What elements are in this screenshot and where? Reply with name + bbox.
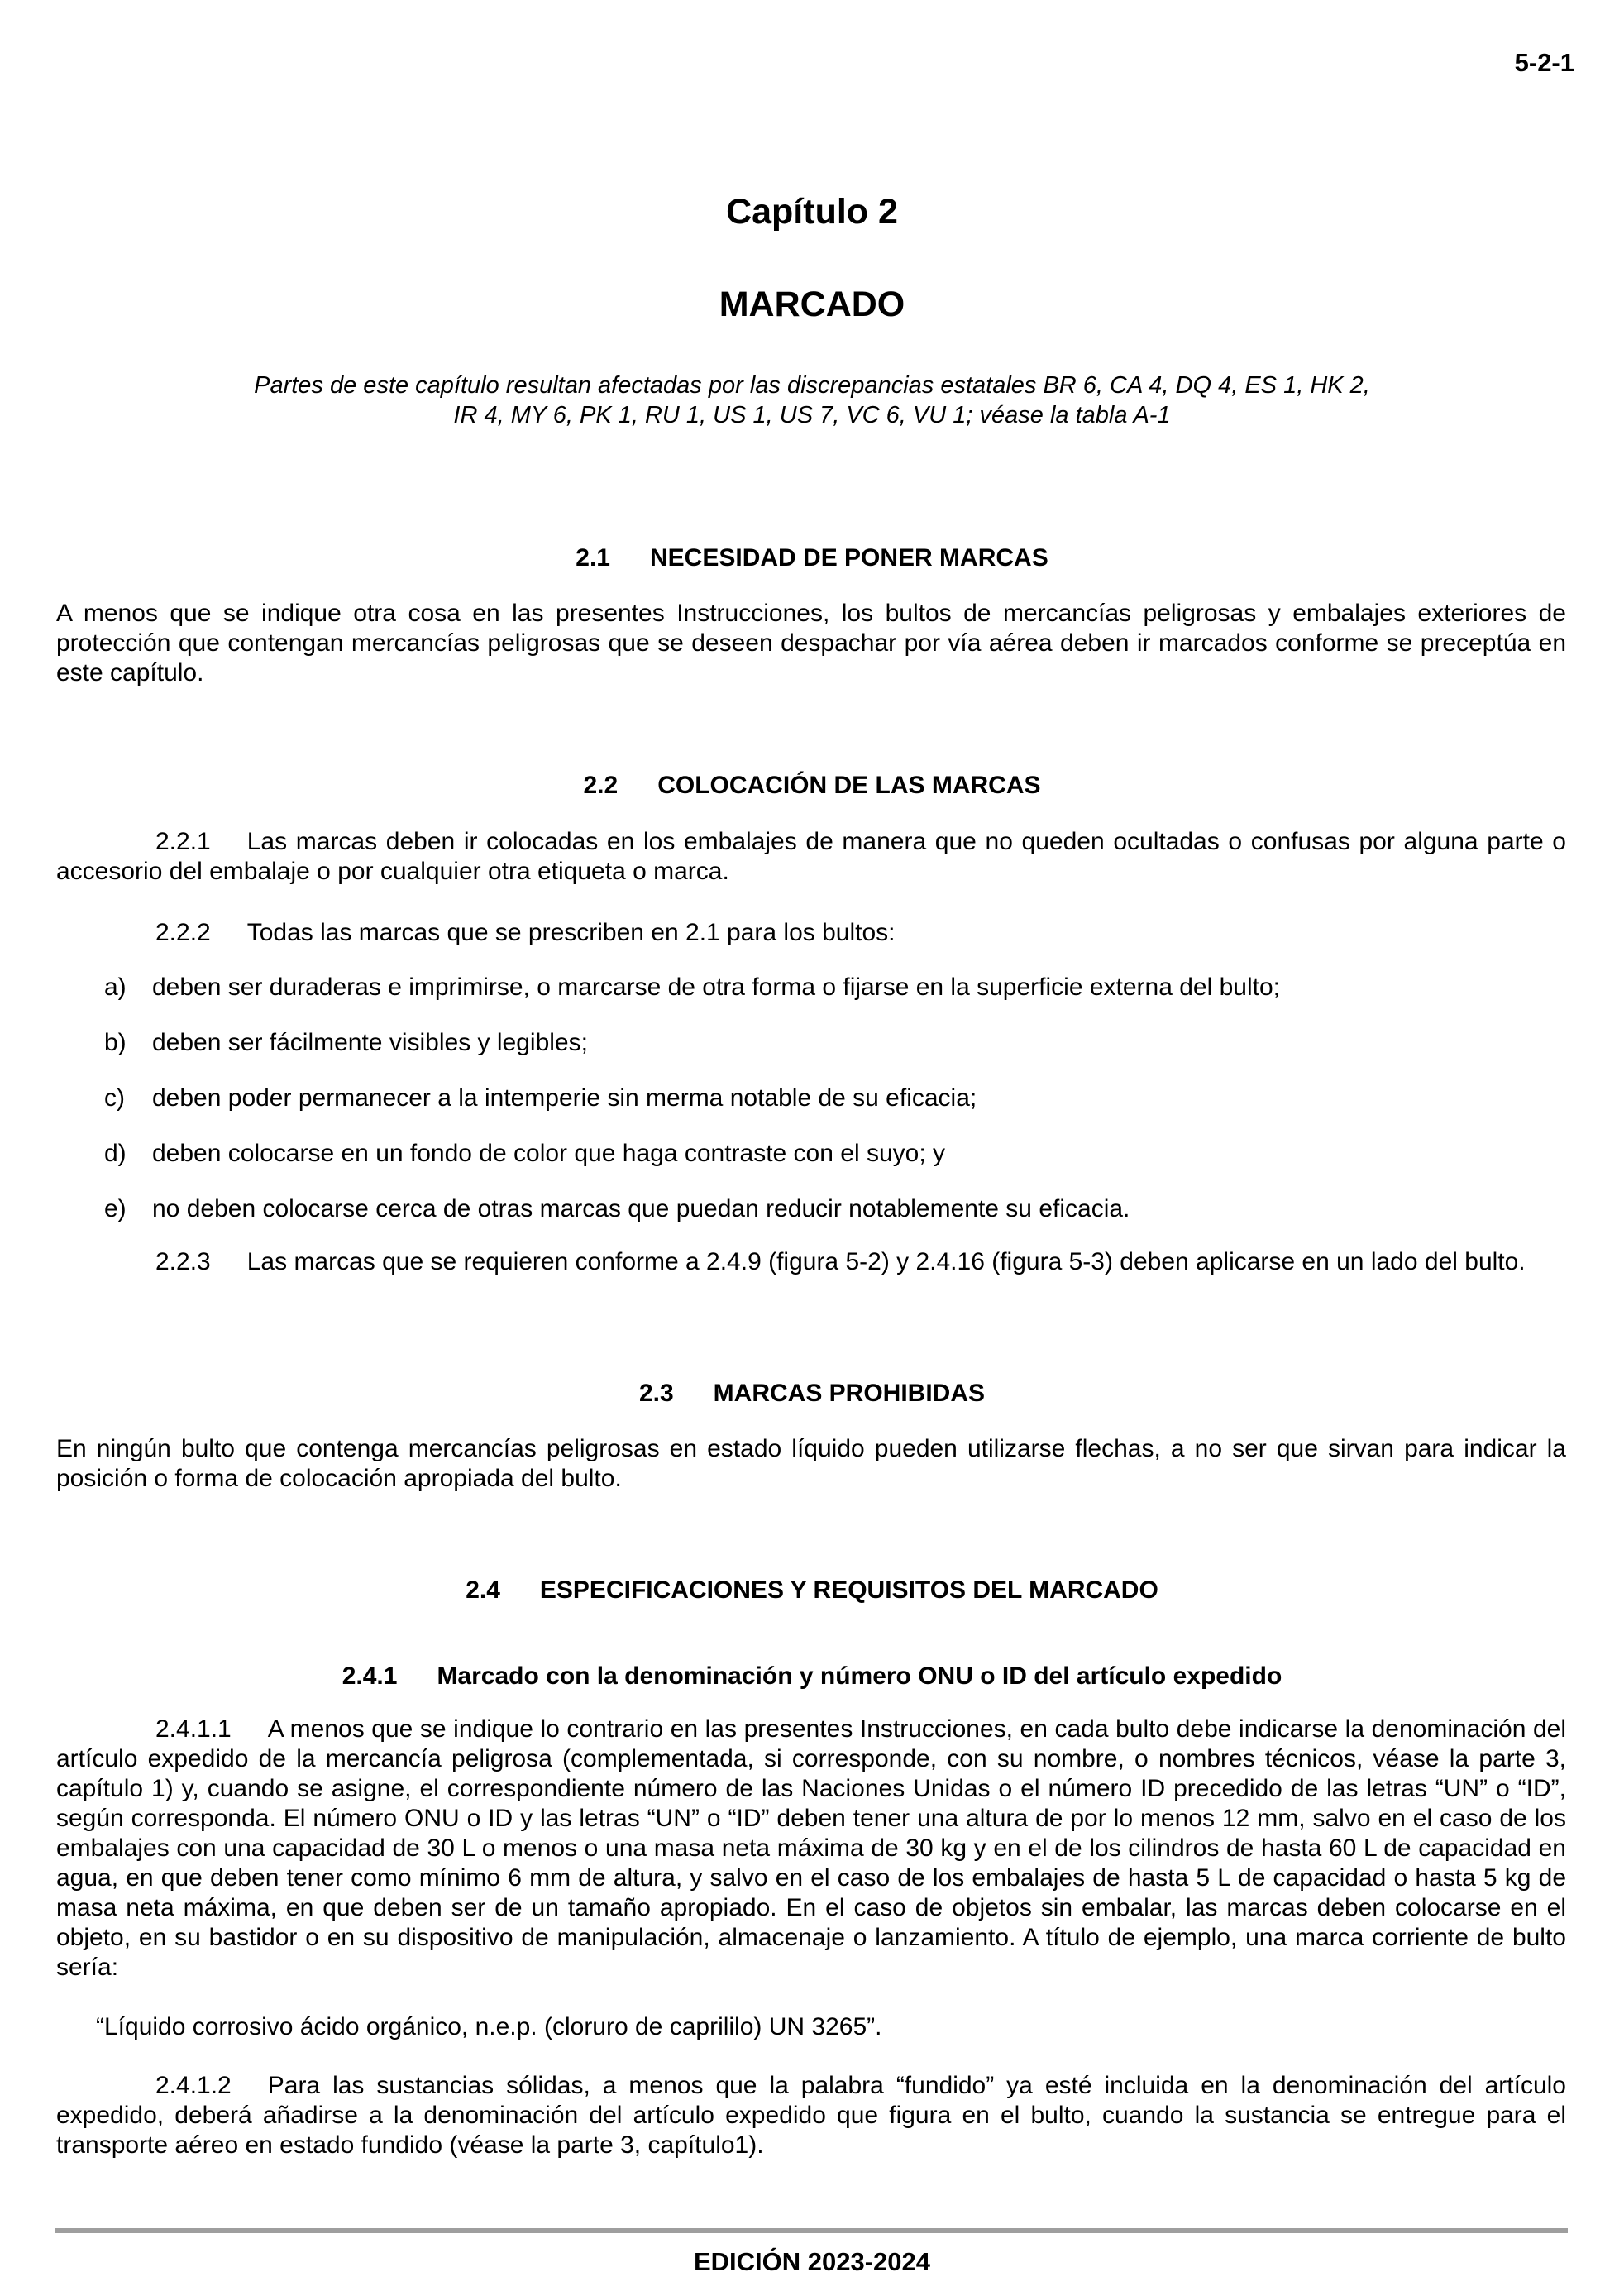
example-mark-text: “Líquido corrosivo ácido orgánico, n.e.p. (cloruro de caprililo) UN 3265”. — [96, 2013, 882, 2040]
list-label: a) — [104, 973, 127, 1001]
paragraph-text: Todas las marcas que se prescriben en 2.1 para los bultos: — [246, 919, 896, 946]
list-item-e — [104, 1194, 1510, 1224]
section-number: 2.3 — [638, 1380, 674, 1407]
paragraph-number: 2.2.3 — [155, 1248, 211, 1275]
paragraph-2-2-2 — [56, 918, 1566, 948]
footer-divider — [55, 2228, 1568, 2233]
list-item-b — [104, 1028, 1510, 1058]
paragraph-2-4-1-2 — [56, 2071, 1566, 2160]
list-label: b) — [104, 1029, 127, 1056]
section-2-3-heading — [0, 1380, 1624, 1408]
discrepancy-line-1: Partes de este capítulo resultan afectadas por las discrepancias estatales BR 6, CA 4, DQ 4, ES 1, HK 2, — [254, 372, 1370, 399]
list-text: no deben colocarse cerca de otras marcas que puedan reducir notablemente su eficacia. — [152, 1195, 1130, 1222]
paragraph-text: Las marcas que se requieren conforme a 2.4.9 (figura 5-2) y 2.4.16 (figura 5-3) deben aplicarse en un lado del bulto. — [246, 1248, 1526, 1275]
paragraph-number: 2.2.1 — [155, 828, 211, 855]
list-text: deben ser fácilmente visibles y legibles; — [152, 1029, 588, 1056]
subsection-title: Marcado con la denominación y número ONU o ID del artículo expedido — [437, 1662, 1282, 1690]
subsection-number: 2.4.1 — [342, 1662, 398, 1690]
list-text: deben poder permanecer a la intemperie sin merma notable de su eficacia; — [152, 1084, 977, 1112]
section-number: 2.4 — [466, 1576, 500, 1604]
section-title: MARCAS PROHIBIDAS — [713, 1380, 986, 1407]
section-title: NECESIDAD DE PONER MARCAS — [650, 544, 1048, 572]
list-label: d) — [104, 1140, 127, 1167]
paragraph-text: Las marcas deben ir colocadas en los embalajes de manera que no queden ocultadas o confusas por alguna parte o accesorio del embalaje o por cualquier otra etiqueta o marca. — [56, 828, 1566, 885]
list-label: e) — [104, 1195, 127, 1222]
section-2-3-text: En ningún bulto que contenga mercancías peligrosas en estado líquido pueden utilizarse flechas, a no ser que sirvan para indicar la posición o forma de colocación apropiada del bulto. — [56, 1435, 1566, 1492]
paragraph-number: 2.4.1.1 — [155, 1715, 232, 1743]
chapter-title: Capítulo 2 — [726, 192, 898, 232]
list-text: deben colocarse en un fondo de color que haga contraste con el suyo; y — [152, 1140, 945, 1167]
paragraph-number: 2.4.1.2 — [155, 2072, 232, 2099]
section-number: 2.2 — [583, 772, 619, 799]
state-discrepancies-note — [0, 371, 1624, 430]
list-label: c) — [104, 1084, 125, 1112]
chapter-subtitle: MARCADO — [719, 285, 905, 324]
list-item-d — [104, 1139, 1510, 1169]
list-item-a — [104, 973, 1510, 1002]
paragraph-2-2-1 — [56, 827, 1566, 887]
section-2-4-heading — [0, 1576, 1624, 1605]
paragraph-text: A menos que se indique lo contrario en las presentes Instrucciones, en cada bulto debe indicarse la denominación del artículo expedido de la mercancía peligrosa (complementada, si corresponde, con su nombre, o nombres técnicos, véase la parte 3, capítulo 1) y, cuando se asigne, el correspondiente número de las Naciones Unidas o el número ID precedido de las letras “UN” o “ID”, según corresponda. El número ONU o ID y las letras “UN” o “ID” deben tener una altura de por lo menos 12 mm, salvo en el caso de los embalajes con una capacidad de 30 L o menos o una masa neta máxima de 30 kg y en el de los cilindros de hasta 60 L de capacidad en agua, en que deben tener como mínimo 6 mm de altura, y salvo en el caso de los embalajes de hasta 5 L de capacidad o hasta 5 kg de masa neta máxima, en que deben ser de un tamaño apropiado. En el caso de objetos sin embalar, las marcas deben colocarse en el objeto, en su bastidor o en su dispositivo de manipulación, almacenaje o lanzamiento. A título de ejemplo, una marca corriente de bulto sería: — [56, 1715, 1566, 1981]
paragraph-2-4-1-1 — [56, 1715, 1566, 1983]
page-number: 5-2-1 — [1514, 48, 1574, 77]
section-number: 2.1 — [576, 544, 610, 572]
list-item-c — [104, 1083, 1510, 1113]
section-title: ESPECIFICACIONES Y REQUISITOS DEL MARCADO — [539, 1576, 1158, 1604]
paragraph-2-2-3 — [56, 1247, 1566, 1277]
list-text: deben ser duraderas e imprimirse, o marcarse de otra forma o fijarse en la superficie externa del bulto; — [152, 973, 1280, 1001]
paragraph-text: Para las sustancias sólidas, a menos que la palabra “fundido” ya esté incluida en la denominación del artículo expedido, deberá añadirse a la denominación del artículo expedido que figura en el bulto, cuando la sustancia se entregue para el transporte aéreo en estado fundido (véase la parte 3, capítulo1). — [56, 2072, 1566, 2159]
edition-footer: EDICIÓN 2023-2024 — [693, 2247, 931, 2276]
subsection-2-4-1-heading — [0, 1662, 1624, 1691]
paragraph-number: 2.2.2 — [155, 919, 211, 946]
discrepancy-line-2: IR 4, MY 6, PK 1, RU 1, US 1, US 7, VC 6, VU 1; véase la tabla A-1 — [453, 402, 1171, 428]
section-2-2-heading — [0, 772, 1624, 800]
section-2-1-heading — [0, 544, 1624, 572]
section-title: COLOCACIÓN DE LAS MARCAS — [657, 772, 1041, 799]
section-2-1-text: A menos que se indique otra cosa en las presentes Instrucciones, los bultos de mercancías peligrosas y embalajes exteriores de protección que contengan mercancías peligrosas que se deseen despachar por vía aérea deben ir marcados conforme se preceptúa en este capítulo. — [56, 600, 1566, 686]
